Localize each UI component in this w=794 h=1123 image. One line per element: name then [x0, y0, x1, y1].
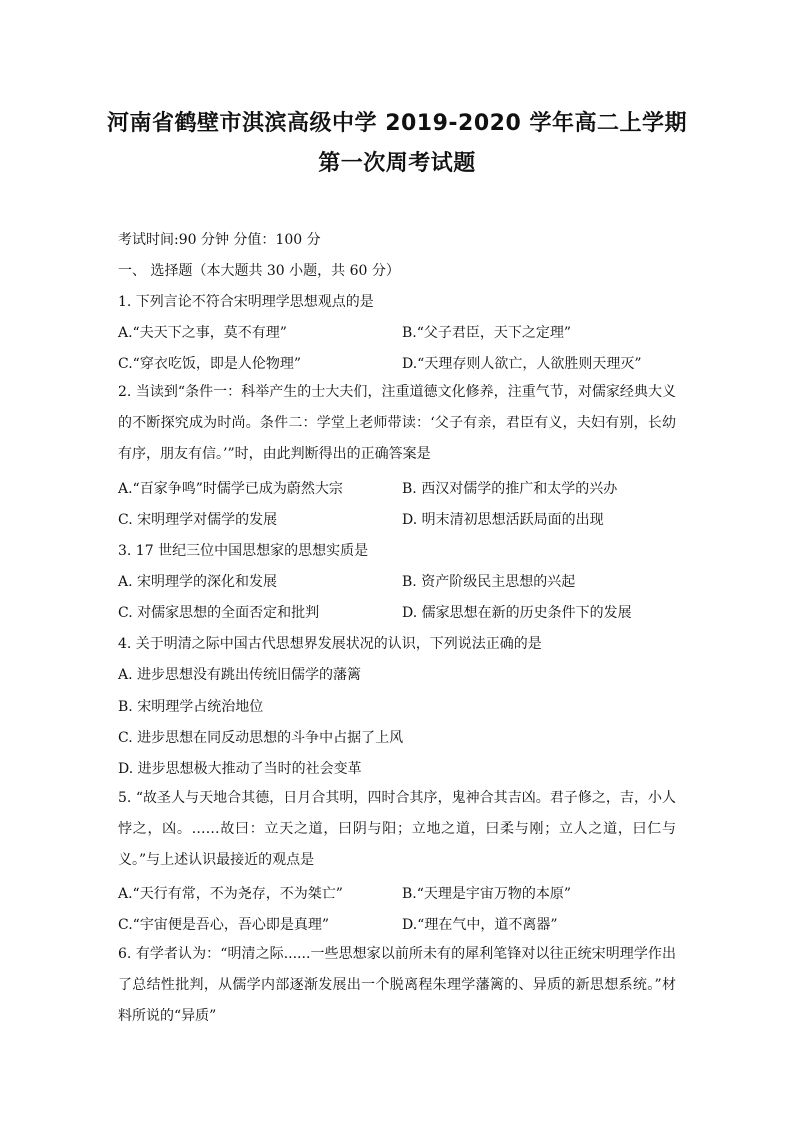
question-5-stem: 5. “故圣人与天地合其德，日月合其明，四时合其序，鬼神合其吉凶。君子修之，吉，小人悖之，凶。……故曰：立天之道，曰阴与阳；立地之道，曰柔与刚；立人之道，曰仁与义。”与上述认识最接近的观点是	[118, 790, 676, 868]
section-heading: 一、 选择题（本大题共 30 小题，共 60 分）	[118, 263, 400, 279]
question-4-stem: 4. 关于明清之际中国古代思想界发展状况的认识，下列说法正确的是	[118, 636, 542, 652]
exam-info: 考试时间:90 分钟 分值：100 分	[118, 232, 321, 248]
question-4-option-c: C. 进步思想在同反动思想的斗争中占据了上风	[118, 730, 404, 746]
question-1-option-c: C.“穿衣吃饭，即是人伦物理”	[118, 356, 301, 372]
question-2-option-d: D. 明末清初思想活跃局面的出现	[402, 512, 604, 528]
exam-title-line1: 河南省鹤壁市淇滨高级中学 2019-2020 学年高二上学期	[107, 111, 687, 136]
question-3-option-c: C. 对儒家思想的全面否定和批判	[118, 605, 320, 621]
question-2-option-a: A.“百家争鸣”时儒学已成为蔚然大宗	[118, 481, 343, 497]
question-3-stem: 3. 17 世纪三位中国思想家的思想实质是	[118, 543, 369, 559]
exam-title-line2: 第一次周考试题	[318, 151, 476, 176]
question-3-option-a: A. 宋明理学的深化和发展	[118, 574, 278, 590]
question-5-option-a: A.“天行有常，不为尧存，不为桀亡”	[118, 886, 343, 902]
question-2-stem: 2. 当读到“条件一：科举产生的士大夫们，注重道德文化修养，注重气节，对儒家经典大义的不断探究成为时尚。条件二：学堂上老师带读：‘父子有亲，君臣有义，夫妇有别，长幼有序，朋友有信。’”时，由此判断得出的正确答案是	[118, 384, 676, 462]
question-1-option-d: D.“天理存则人欲亡，人欲胜则天理灭”	[402, 356, 642, 372]
question-6-stem: 6. 有学者认为：“明清之际......一些思想家以前所未有的犀利笔锋对以往正统宋明理学作出了总结性批判，从儒学内部逐渐发展出一个脱离程朱理学藩篱的、异质的新思想系统。”材料所说的“异质”	[118, 946, 676, 1024]
question-5-option-b: B.“天理是宇宙万物的本原”	[402, 886, 572, 902]
question-1-stem: 1. 下列言论不符合宋明理学思想观点的是	[118, 294, 374, 310]
question-4-option-d: D. 进步思想极大推动了当时的社会变革	[118, 761, 362, 777]
question-4-option-a: A. 进步思想没有跳出传统旧儒学的藩篱	[118, 667, 362, 683]
question-2-option-c: C. 宋明理学对儒学的发展	[118, 512, 278, 528]
question-1-option-b: B.“父子君臣，天下之定理”	[402, 325, 572, 341]
question-4-option-b: B. 宋明理学占统治地位	[118, 699, 264, 715]
question-1-option-a: A.“夫天下之事，莫不有理”	[118, 325, 287, 341]
question-5-option-d: D.“理在气中，道不离器”	[402, 917, 558, 933]
question-2-option-b: B. 西汉对儒学的推广和太学的兴办	[402, 481, 618, 497]
question-3-option-d: D. 儒家思想在新的历史条件下的发展	[402, 605, 632, 621]
question-5-option-c: C.“宇宙便是吾心，吾心即是真理”	[118, 917, 329, 933]
question-3-option-b: B. 资产阶级民主思想的兴起	[402, 574, 576, 590]
